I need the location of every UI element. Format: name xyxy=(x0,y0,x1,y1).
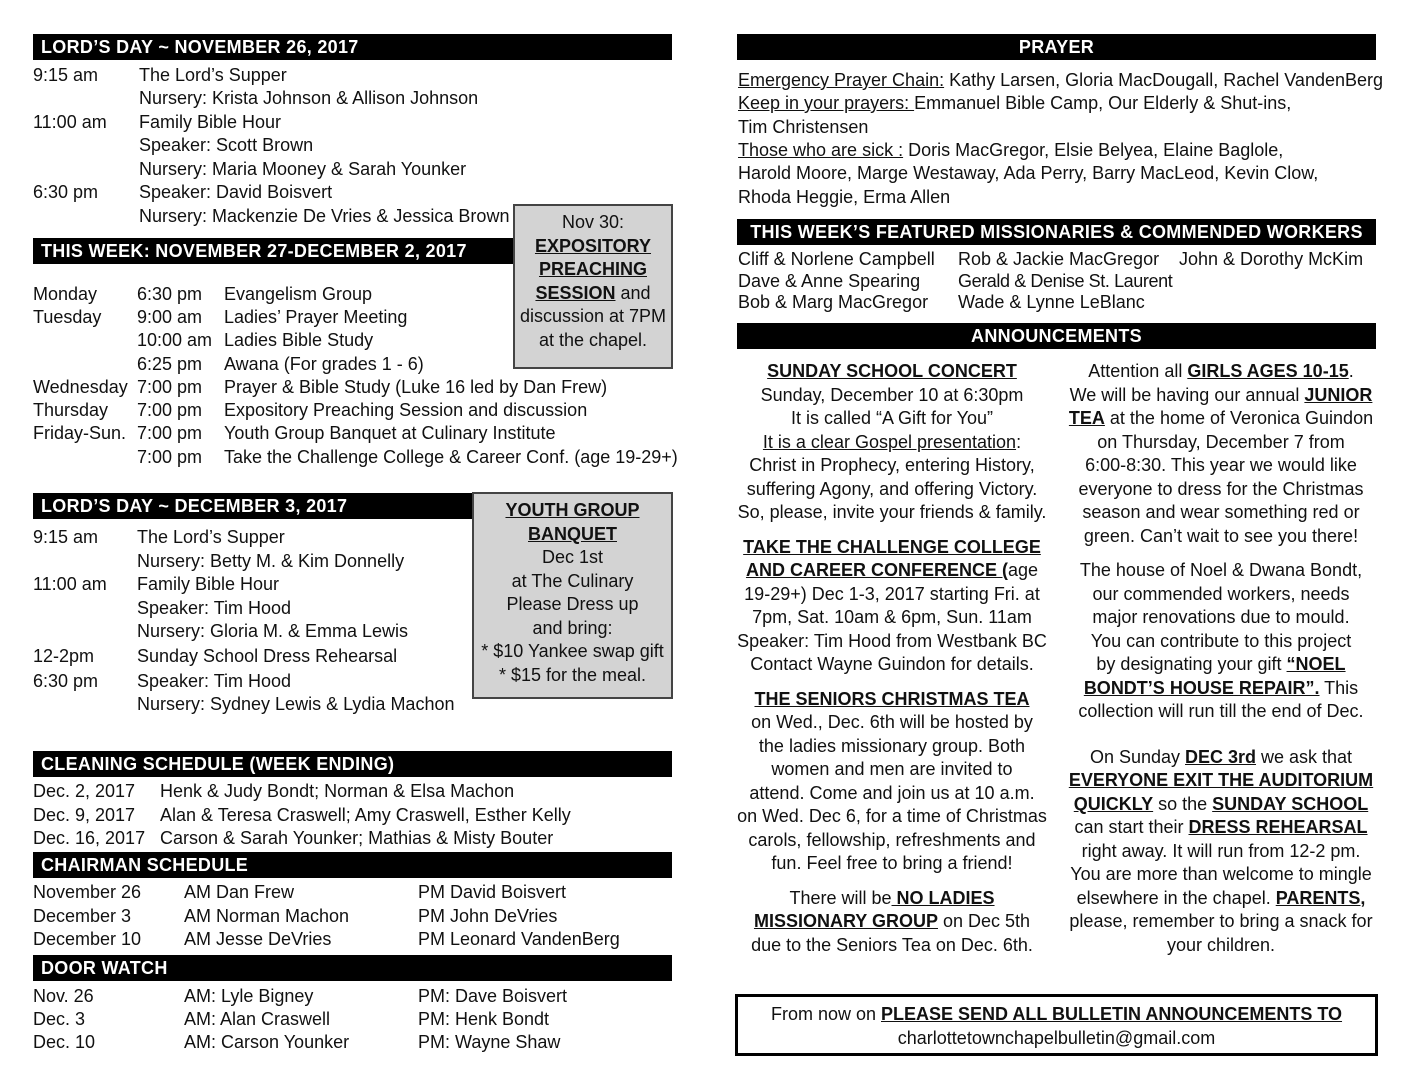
callout-text: and bring: xyxy=(532,617,613,638)
seniors-tea-text: carols, fellowship, refreshments and xyxy=(748,829,1036,850)
cleaning-date: Dec. 2, 2017 xyxy=(33,781,136,801)
door-pm: PM: Henk Bondt xyxy=(418,1009,550,1029)
junior-tea-text: Attention all xyxy=(1088,361,1188,381)
chairman-pm: PM John DeVries xyxy=(418,906,558,926)
junior-tea-text: on Thursday, December 7 from xyxy=(1097,431,1345,452)
conference-text: Speaker: Tim Hood from Westbank BC xyxy=(737,630,1047,651)
week-time: 6:30 pm xyxy=(137,284,203,304)
seniors-tea-text: attend. Come and join us at 10 a.m. xyxy=(749,782,1035,803)
week-event: Ladies Bible Study xyxy=(224,330,374,350)
door-am: AM: Lyle Bigney xyxy=(184,986,314,1006)
junior-tea-text: . xyxy=(1348,361,1354,381)
cleaning-header: CLEANING SCHEDULE (WEEK ENDING) xyxy=(33,751,672,777)
lords-day-1-header: LORD’S DAY ~ NOVEMBER 26, 2017 xyxy=(33,34,672,60)
bondt-text: This xyxy=(1319,677,1359,698)
exit-text: You are more than welcome to mingle xyxy=(1070,864,1372,884)
bulletin-contact-box xyxy=(735,994,1378,1056)
schedule-text: Nursery: Gloria M. & Emma Lewis xyxy=(137,621,409,641)
seniors-tea-text: on Wed., Dec. 6th will be hosted by xyxy=(751,712,1033,732)
junior-tea-text: season and wear something red or xyxy=(1082,502,1360,522)
no-ladies-group-announcement xyxy=(736,887,1048,958)
door-date: Dec. 10 xyxy=(33,1032,96,1052)
this-week-header: THIS WEEK: NOVEMBER 27-DECEMBER 2, 2017 xyxy=(33,238,517,264)
schedule-text: The Lord’s Supper xyxy=(139,65,287,85)
conference-text: Contact Wayne Guindon for details. xyxy=(750,654,1034,674)
concert-text: It is called “A Gift for You” xyxy=(790,408,994,428)
callout-text: * $10 Yankee swap gift xyxy=(481,641,664,661)
week-event: Ladies’ Prayer Meeting xyxy=(224,307,408,327)
schedule-text: Nursery: Maria Mooney & Sarah Younker xyxy=(139,159,467,179)
prayer-chain-line xyxy=(738,69,1383,92)
sick-label: Those who are sick : xyxy=(738,140,904,160)
week-event: Take the Challenge College & Career Conf. (age 19-29+) xyxy=(224,447,678,467)
exit-text: PARENTS, xyxy=(1275,887,1366,908)
exit-text: right away. It will run from 12-2 pm. xyxy=(1081,840,1361,861)
concert-text: : xyxy=(1016,431,1022,452)
seniors-tea-text: the ladies missionary group. Both xyxy=(758,735,1026,756)
cleaning-names: Carson & Sarah Younker; Mathias & Misty Bouter xyxy=(160,828,554,848)
schedule-text: Nursery: Betty M. & Kim Donnelly xyxy=(137,551,405,571)
chairman-date: December 3 xyxy=(33,906,132,926)
callout-text: and xyxy=(615,282,651,303)
week-time: 10:00 am xyxy=(137,330,213,350)
callout-text: * $15 for the meal. xyxy=(498,664,647,685)
keep-in-prayers-text: Tim Christensen xyxy=(738,117,869,137)
sick-line xyxy=(738,139,1283,162)
week-day: Wednesday xyxy=(33,377,128,397)
callout-date: Nov 30: xyxy=(561,212,625,232)
keep-in-prayers-label: Keep in your prayers: xyxy=(738,93,915,113)
missionary-name: Bob & Marg MacGregor xyxy=(738,292,929,312)
chairman-date: December 10 xyxy=(33,929,142,949)
conference-text: 19-29+) Dec 1-3, 2017 starting Fri. at xyxy=(744,583,1040,604)
week-time: 9:00 am xyxy=(137,307,203,327)
schedule-text: Nursery: Mackenzie De Vries & Jessica Brown xyxy=(139,206,510,226)
keep-in-prayers-text: Emmanuel Bible Camp, Our Elderly & Shut-ins, xyxy=(914,93,1292,113)
footer-text: PLEASE SEND ALL BULLETIN ANNOUNCEMENTS TO xyxy=(881,1004,1343,1024)
prayer-chain-label: Emergency Prayer Chain: xyxy=(738,70,945,90)
week-event: Youth Group Banquet at Culinary Institute xyxy=(224,423,556,443)
junior-tea-text: 6:00-8:30. This year we would like xyxy=(1085,455,1357,475)
week-day: Friday-Sun. xyxy=(33,423,127,443)
lords-day-2-header: LORD’S DAY ~ DECEMBER 3, 2017 xyxy=(33,493,476,519)
concert-text: Sunday, December 10 at 6:30pm xyxy=(760,384,1024,405)
schedule-text: Speaker: Tim Hood xyxy=(137,671,292,691)
chairman-am: AM Dan Frew xyxy=(184,882,295,902)
schedule-text: Speaker: Scott Brown xyxy=(139,135,314,155)
youth-banquet-callout-box xyxy=(472,492,673,699)
schedule-text: Speaker: Tim Hood xyxy=(137,598,292,618)
callout-title: PREACHING xyxy=(538,259,647,279)
schedule-time: 11:00 am xyxy=(33,574,107,594)
sick-names: Harold Moore, Marge Westaway, Ada Perry, Barry MacLeod, Kevin Clow, xyxy=(738,163,1319,183)
door-watch-header: DOOR WATCH xyxy=(33,955,672,981)
junior-tea-text: everyone to dress for the Christmas xyxy=(1078,478,1364,499)
conference-title: AND CAREER CONFERENCE ( xyxy=(745,560,1008,580)
week-day: Monday xyxy=(33,284,98,304)
exit-text: SUNDAY SCHOOL xyxy=(1212,793,1369,814)
bondt-text: our commended workers, needs xyxy=(1092,583,1350,604)
conference-announcement xyxy=(736,536,1048,677)
announcements-right-column xyxy=(1064,360,1378,968)
chairman-header: CHAIRMAN SCHEDULE xyxy=(33,852,672,878)
concert-text: It is a clear Gospel presentation xyxy=(762,431,1017,452)
callout-title: BANQUET xyxy=(528,523,617,544)
door-pm: PM: Dave Boisvert xyxy=(418,986,568,1006)
exit-text: elsewhere in the chapel. xyxy=(1076,887,1276,908)
door-am: AM: Carson Younker xyxy=(184,1032,350,1052)
week-time: 7:00 pm xyxy=(137,400,203,420)
seniors-tea-title: THE SENIORS CHRISTMAS TEA xyxy=(754,688,1030,709)
chairman-pm: PM David Boisvert xyxy=(418,882,567,902)
bondt-text: collection will run till the end of Dec. xyxy=(1078,701,1364,721)
concert-text: So, please, invite your friends & family. xyxy=(737,502,1047,522)
schedule-time: 9:15 am xyxy=(33,65,99,85)
schedule-text: Family Bible Hour xyxy=(137,574,280,594)
seniors-tea-text: women and men are invited to xyxy=(771,759,1013,779)
schedule-time: 11:00 am xyxy=(33,112,107,132)
schedule-time: 6:30 pm xyxy=(33,671,99,691)
chairman-am: AM Jesse DeVries xyxy=(184,929,332,949)
chairman-am: AM Norman Machon xyxy=(184,906,350,926)
conference-text: age xyxy=(1007,560,1039,580)
exit-text: DRESS REHEARSAL xyxy=(1188,817,1368,837)
junior-tea-text: JUNIOR xyxy=(1304,384,1373,405)
week-time: 6:25 pm xyxy=(137,354,203,374)
door-date: Dec. 3 xyxy=(33,1009,86,1029)
sick-names: Doris MacGregor, Elsie Belyea, Elaine Baglole, xyxy=(903,140,1284,160)
door-pm: PM: Wayne Shaw xyxy=(418,1032,561,1052)
prayer-chain-names: Kathy Larsen, Gloria MacDougall, Rachel VandenBerg xyxy=(944,70,1384,90)
week-event: Awana (For grades 1 - 6) xyxy=(224,354,424,374)
week-day: Tuesday xyxy=(33,307,102,327)
bondt-text: You can contribute to this project xyxy=(1090,630,1352,651)
schedule-text: The Lord’s Supper xyxy=(137,527,285,547)
missionaries-header: THIS WEEK’S FEATURED MISSIONARIES & COMMENDED WORKERS xyxy=(737,219,1376,245)
cleaning-names: Alan & Teresa Craswell; Amy Craswell, Esther Kelly xyxy=(160,805,571,825)
announcements-header: ANNOUNCEMENTS xyxy=(737,323,1376,349)
junior-tea-announcement xyxy=(1064,360,1378,548)
no-ladies-text: on Dec 5th xyxy=(937,911,1031,931)
exit-text: so the xyxy=(1153,793,1213,814)
bondt-text: BONDT’S HOUSE REPAIR”. xyxy=(1083,677,1320,698)
seniors-tea-text: fun. Feel free to bring a friend! xyxy=(771,853,1013,873)
exit-text: EVERYONE EXIT THE AUDITORIUM xyxy=(1068,770,1374,790)
bondt-text: by designating your gift xyxy=(1096,654,1287,674)
week-event: Evangelism Group xyxy=(224,284,373,304)
seniors-tea-announcement xyxy=(736,688,1048,876)
callout-line xyxy=(515,282,671,306)
missionary-name: Wade & Lynne LeBlanc xyxy=(958,292,1145,312)
concert-title: SUNDAY SCHOOL CONCERT xyxy=(767,361,1017,381)
missionary-name: Gerald & Denise St. Laurent xyxy=(958,271,1173,291)
bondt-house-announcement xyxy=(1064,559,1378,724)
callout-title: YOUTH GROUP xyxy=(505,500,640,520)
exit-text: can start their xyxy=(1074,817,1189,837)
cleaning-date: Dec. 9, 2017 xyxy=(33,805,136,825)
exit-text: On Sunday xyxy=(1089,746,1185,767)
callout-text: at the chapel. xyxy=(538,329,648,350)
expository-callout-box xyxy=(513,204,673,369)
week-event: Prayer & Bible Study (Luke 16 led by Dan Frew) xyxy=(224,377,608,397)
junior-tea-text: green. Can’t wait to see you there! xyxy=(1083,525,1359,546)
concert-text: suffering Agony, and offering Victory. xyxy=(746,478,1038,499)
schedule-time: 9:15 am xyxy=(33,527,99,547)
schedule-time: 12-2pm xyxy=(33,646,95,666)
bondt-text: major renovations due to mould. xyxy=(1092,607,1350,627)
no-ladies-text: There will be xyxy=(789,887,892,908)
door-date: Nov. 26 xyxy=(33,986,94,1006)
no-ladies-text: due to the Seniors Tea on Dec. 6th. xyxy=(751,934,1033,955)
junior-tea-text: We will be having our annual xyxy=(1069,384,1305,405)
week-event: Expository Preaching Session and discussion xyxy=(224,400,588,420)
conference-title: TAKE THE CHALLENGE COLLEGE xyxy=(743,536,1041,557)
concert-text: Christ in Prophecy, entering History, xyxy=(749,455,1035,475)
junior-tea-text: GIRLS AGES 10-15 xyxy=(1187,361,1349,381)
announcements-left-column xyxy=(736,360,1048,968)
schedule-text: Nursery: Sydney Lewis & Lydia Machon xyxy=(137,694,455,714)
callout-title: EXPOSITORY xyxy=(534,235,652,256)
exit-text: please, remember to bring a snack for xyxy=(1069,911,1373,931)
bulletin-contact-line xyxy=(738,1002,1375,1026)
exit-text: QUICKLY xyxy=(1073,793,1154,814)
schedule-time: 6:30 pm xyxy=(33,182,99,202)
bulletin-email[interactable]: charlottetownchapelbulletin@gmail.com xyxy=(897,1028,1216,1048)
sick-names: Rhoda Heggie, Erma Allen xyxy=(738,187,951,207)
missionary-name: Rob & Jackie MacGregor xyxy=(958,249,1160,269)
week-time: 7:00 pm xyxy=(137,447,203,467)
junior-tea-text: TEA xyxy=(1068,408,1105,428)
exit-text: your children. xyxy=(1166,934,1276,955)
conference-text: 7pm, Sat. 10am & 6pm, Sun. 11am xyxy=(752,607,1032,627)
bondt-text: “NOEL xyxy=(1286,654,1346,674)
cleaning-names: Henk & Judy Bondt; Norman & Elsa Machon xyxy=(160,781,515,801)
door-am: AM: Alan Craswell xyxy=(184,1009,331,1029)
week-time: 7:00 pm xyxy=(137,377,203,397)
missionary-name: Dave & Anne Spearing xyxy=(738,271,921,291)
junior-tea-text: at the home of Veronica Guindon xyxy=(1104,408,1374,428)
week-day: Thursday xyxy=(33,400,109,420)
callout-text: Please Dress up xyxy=(506,594,639,614)
chairman-pm: PM Leonard VandenBerg xyxy=(418,929,620,949)
callout-text: Dec 1st xyxy=(541,547,604,567)
callout-title: SESSION xyxy=(535,282,616,303)
footer-text: From now on xyxy=(770,1004,881,1024)
schedule-text: Family Bible Hour xyxy=(139,112,282,132)
exit-auditorium-announcement xyxy=(1064,746,1378,958)
exit-text: DEC 3rd xyxy=(1185,746,1257,767)
schedule-text: Sunday School Dress Rehearsal xyxy=(137,646,398,666)
exit-text: we ask that xyxy=(1256,746,1353,767)
concert-announcement xyxy=(736,360,1048,525)
prayer-header: PRAYER xyxy=(737,34,1376,60)
keep-in-prayers-line xyxy=(738,92,1291,115)
chairman-date: November 26 xyxy=(33,882,142,902)
callout-text: discussion at 7PM xyxy=(519,306,667,326)
missionary-name: John & Dorothy McKim xyxy=(1179,249,1364,269)
callout-text: at The Culinary xyxy=(511,570,634,591)
no-ladies-text: NO LADIES xyxy=(891,887,995,908)
seniors-tea-text: on Wed. Dec 6, for a time of Christmas xyxy=(737,806,1047,826)
bondt-text: The house of Noel & Dwana Bondt, xyxy=(1079,560,1363,580)
week-time: 7:00 pm xyxy=(137,423,203,443)
no-ladies-text: MISSIONARY GROUP xyxy=(753,911,938,931)
schedule-text: Speaker: David Boisvert xyxy=(139,182,333,202)
missionary-name: Cliff & Norlene Campbell xyxy=(738,249,935,269)
schedule-text: Nursery: Krista Johnson & Allison Johnson xyxy=(139,88,479,108)
cleaning-date: Dec. 16, 2017 xyxy=(33,828,146,848)
